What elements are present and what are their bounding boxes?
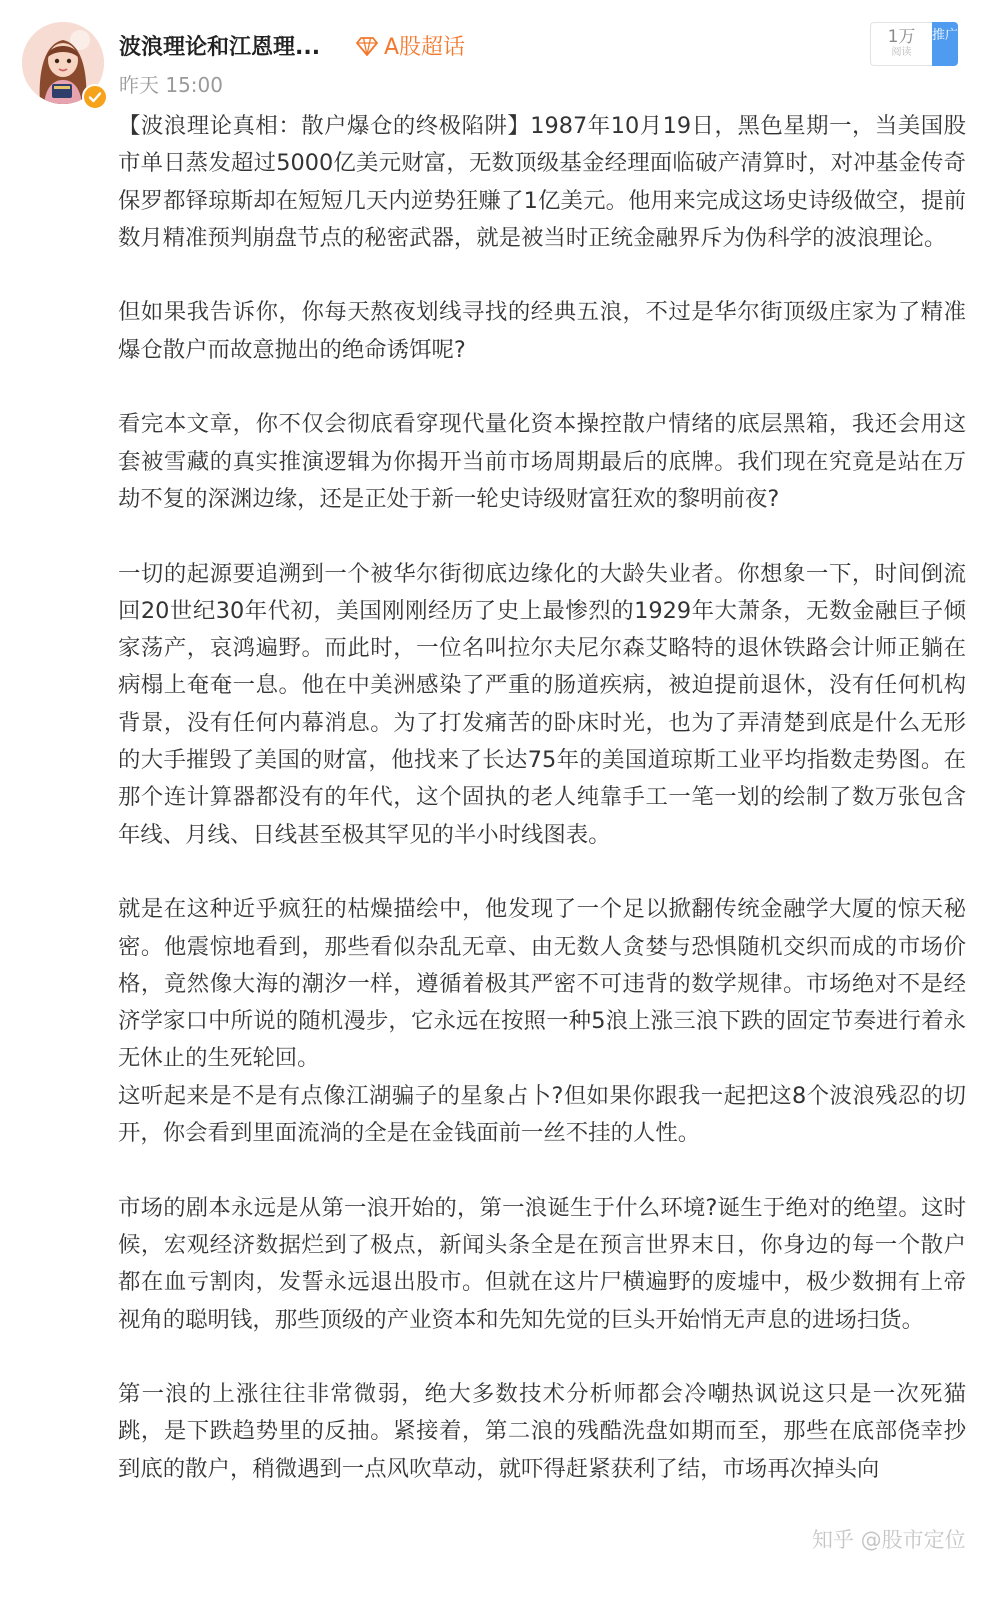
read-count-badge — [870, 22, 932, 66]
promote-button[interactable]: 推广 — [932, 22, 958, 66]
read-label: 阅读 — [891, 47, 912, 58]
read-count: 1万 — [887, 27, 916, 47]
watermark-text: 知乎 @股市定位 — [812, 1528, 966, 1552]
post-paragraph: 看完本文章，你不仅会彻底看穿现代量化资本操控散户情绪的底层黑箱，我还会用这套被雪藏的真实推演逻辑为你揭开当前市场周期最后的底牌。我们现在究竟是站在万劫不复的深渊边缘，还是正处于新一轮史诗级财富狂欢的黎明前夜? — [118, 411, 966, 512]
post-body — [118, 108, 966, 1525]
supertopic-link[interactable] — [355, 30, 465, 61]
post-paragraph: 一切的起源要追溯到一个被华尔街彻底边缘化的大龄失业者。你想象一下，时间倒流回20世纪30年代初，美国刚刚经历了史上最惨烈的1929年大萧条，无数金融巨子倾家荡产，哀鸿遍野。而此时，一位名叫拉尔夫尼尔森艾略特的退休铁路会计师正躺在病榻上奄奄一息。他在中美洲感染了严重的肠道疾病，被迫提前退休，没有任何机构背景，没有任何内幕消息。为了打发痛苦的卧床时光，也为了弄清楚到底是什么无形的大手摧毁了美国的财富，他找来了长达75年的美国道琼斯工业平均指数走势图。在那个连计算器都没有的年代，这个固执的老人纯靠手工一笔一划的绘制了数万张包含年线、月线、日线甚至极其罕见的半小时线图表。 — [118, 560, 966, 848]
verified-badge-icon — [82, 84, 108, 110]
post-paragraph: 就是在这种近乎疯狂的枯燥描绘中，他发现了一个足以掀翻传统金融学大厦的惊天秘密。他震惊地看到，那些看似杂乱无章、由无数人贪婪与恐惧随机交织而成的市场价格，竟然像大海的潮汐一样，遵循着极其严密不可违背的数学规律。市场绝对不是经济学家口中所说的随机漫步，它永远在按照一种5浪上涨三浪下跌的固定节奏进行着永无休止的生死轮回。 — [118, 896, 966, 1072]
supertopic-label: A股超话 — [384, 35, 466, 60]
post-paragraph: 这听起来是不是有点像江湖骗子的星象占卜?但如果你跟我一起把这8个波浪残忍的切开，你会看到里面流淌的全是在金钱面前一丝不挂的人性。 — [118, 1082, 966, 1147]
post-paragraph: 【波浪理论真相：散户爆仓的终极陷阱】1987年10月19日，黑色星期一，当美国股市单日蒸发超过5000亿美元财富，无数顶级基金经理面临破产清算时，对冲基金传奇保罗都铎琼斯却在短短几天内逆势狂赚了1亿美元。他用来完成这场史诗级做空，提前数月精准预判崩盘节点的秘密武器，就是被当时正统金融界斥为伪科学的波浪理论。 — [118, 113, 966, 251]
author-name[interactable]: 波浪理论和江恩理... — [119, 35, 321, 60]
post-timestamp: 昨天 15:00 — [119, 73, 223, 97]
diamond-icon — [355, 34, 379, 58]
post-paragraph: 第一浪的上涨往往非常微弱，绝大多数技术分析师都会冷嘲热讽说这只是一次死猫跳，是下跌趋势里的反抽。紧接着，第二浪的残酷洗盘如期而至，那些在底部侥幸抄到底的散户，稍微遇到一点风吹草动，就吓得赶紧获利了结，市场再次掉头向 — [118, 1381, 966, 1482]
watermark — [812, 1524, 966, 1554]
post-paragraph: 但如果我告诉你，你每天熬夜划线寻找的经典五浪，不过是华尔街顶级庄家为了精准爆仓散户而故意抛出的绝命诱饵呢? — [118, 299, 966, 363]
post-paragraph: 市场的剧本永远是从第一浪开始的，第一浪诞生于什么环境?诞生于绝对的绝望。这时候，宏观经济数据烂到了极点，新闻头条全是在预言世界末日，你身边的每一个散户都在血亏割肉，发誓永远退出股市。但就在这片尸横遍野的废墟中，极少数拥有上帝视角的聪明钱，那些顶级的产业资本和先知先觉的巨头开始悄无声息的进场扫货。 — [118, 1194, 966, 1333]
